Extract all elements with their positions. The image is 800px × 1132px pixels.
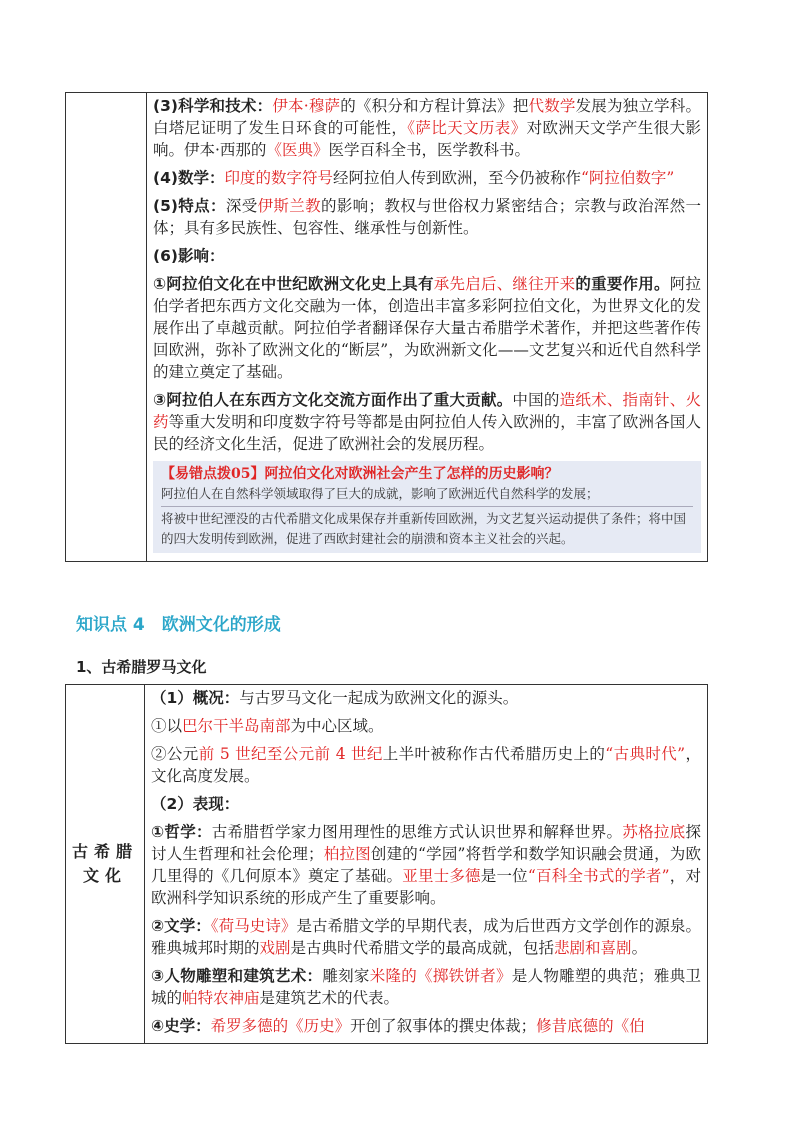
- section-title: 1、古希腊罗马文化: [76, 658, 207, 676]
- table1-left-cell: [66, 93, 147, 562]
- table2-content-cell: [145, 685, 708, 1044]
- tip-line-2: 将被中世纪湮没的古代希腊文化成果保存并重新传回欧洲，为文艺复兴运动提供了条件；将中国的四大发明传到欧洲，促进了西欧封建社会的崩溃和资本主义社会的兴起。: [161, 511, 687, 546]
- history-paragraph: ④史学：希罗多德的《历史》开创了叙事体的撰史体裁；修昔底德的《伯: [151, 1017, 645, 1035]
- overview-paragraph: （1）概况：与古罗马文化一起成为欧洲文化的源头。: [151, 689, 519, 707]
- tip-title: 【易错点拨05】阿拉伯文化对欧洲社会产生了怎样的历史影响？: [161, 466, 559, 482]
- art-paragraph: ③人物雕塑和建筑艺术：雕刻家米隆的《掷铁饼者》是人物雕塑的典范；雅典卫城的帕特农神庙是建筑艺术的代表。: [151, 967, 701, 1007]
- overview-item-2: ②公元前 5 世纪至公元前 4 世纪上半叶被称作古代希腊历史上的“古典时代”，文化高度发展。: [151, 745, 701, 785]
- error-tip-box: [153, 461, 701, 553]
- impact-label: (6)影响：: [153, 247, 225, 265]
- table2-left-cell: [66, 685, 145, 1044]
- tip-divider: [161, 506, 693, 507]
- performance-label: （2）表现：: [151, 795, 240, 813]
- features-paragraph: (5)特点：深受伊斯兰教的影响；教权与世俗权力紧密结合；宗教与政治浑然一体；具有多民族性、包容性、继承性与创新性。: [153, 197, 701, 237]
- literature-paragraph: ②文学：《荷马史诗》是古希腊文学的早期代表，成为后世西方文学创作的源泉。雅典城邦时期的戏剧是古典时代希腊文学的最高成就，包括悲剧和喜剧。: [151, 917, 701, 957]
- impact2-paragraph: ③阿拉伯人在东西方文化交流方面作出了重大贡献。中国的造纸术、指南针、火药等重大发明和印度数字符号等都是由阿拉伯人传入欧洲的，丰富了欧洲各国人民的经济文化生活，促进了欧洲社会的发展历程。: [153, 391, 701, 453]
- science-paragraph: (3)科学和技术：伊本·穆萨的《积分和方程计算法》把代数学发展为独立学科。白塔尼证明了发生日环食的可能性，《萨比天文历表》对欧洲天文学产生很大影响。伊本·西那的《医典》医学百科全书，医学教科书。: [153, 97, 701, 159]
- philosophy-paragraph: ①哲学：古希腊哲学家力图用理性的思维方式认识世界和解释世界。苏格拉底探讨人生哲理和社会伦理；柏拉图创建的“学园”将哲学和数学知识融会贯通，为欧几里得的《几何原本》奠定了基础。亚里士多德是一位“百科全书式的学者”，对欧洲科学知识系统的形成产生了重要影响。: [151, 823, 701, 907]
- knowledge-point-title: 知识点 4 欧洲文化的形成: [76, 615, 281, 635]
- table1-content-cell: [147, 93, 708, 562]
- greek-culture-label: 古希腊文化: [72, 842, 139, 885]
- overview-item-1: ①以巴尔干半岛南部为中心区域。: [151, 717, 384, 735]
- arab-culture-table: [65, 92, 708, 562]
- impact1-paragraph: ①阿拉伯文化在中世纪欧洲文化史上具有承先启后、继往开来的重要作用。阿拉伯学者把东西方文化交融为一体，创造出丰富多彩阿拉伯文化，为世界文化的发展作出了卓越贡献。阿拉伯学者翻译保存大量古希腊学术著作，并把这些著作传回欧洲，弥补了欧洲文化的“断层”，为欧洲新文化——文艺复兴和近代自然科学的建立奠定了基础。: [153, 275, 701, 381]
- tip-line-1: 阿拉伯人在自然科学领域取得了巨大的成就，影响了欧洲近代自然科学的发展；: [161, 486, 599, 501]
- math-paragraph: (4)数学：印度的数字符号经阿拉伯人传到欧洲，至今仍被称作“阿拉伯数字”: [153, 169, 675, 187]
- greek-culture-table: [65, 684, 708, 1044]
